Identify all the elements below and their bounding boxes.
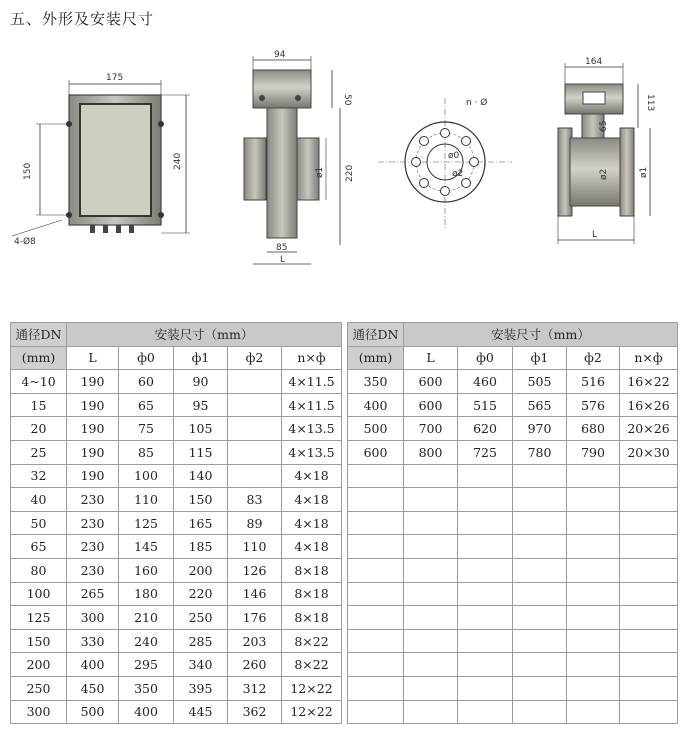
dn-cell	[348, 700, 404, 724]
table-row	[11, 700, 342, 724]
table-row	[11, 393, 342, 417]
table-row	[11, 535, 342, 559]
value-cell: 350	[119, 676, 174, 700]
value-cell	[404, 629, 458, 653]
value-cell: 725	[458, 440, 513, 464]
side-top-height-label: 50	[342, 94, 352, 106]
value-cell	[620, 488, 678, 512]
front-top-width-label: 164	[585, 57, 603, 67]
value-cell: 4×18	[282, 464, 342, 488]
value-cell	[513, 535, 567, 559]
value-cell	[228, 370, 282, 394]
value-cell	[228, 417, 282, 441]
value-cell: 516	[567, 370, 620, 394]
converter-inner-height-label: 150	[23, 162, 33, 180]
header-dn: 通径DN	[348, 323, 404, 347]
value-cell	[458, 535, 513, 559]
value-cell	[567, 629, 620, 653]
value-cell: 460	[458, 370, 513, 394]
value-cell: 16×22	[620, 370, 678, 394]
header-dn: 通径DN	[11, 323, 67, 347]
value-cell	[513, 511, 567, 535]
value-cell	[404, 558, 458, 582]
value-cell: 340	[174, 653, 228, 677]
table-row	[11, 582, 342, 606]
value-cell: 576	[567, 393, 620, 417]
value-cell	[567, 558, 620, 582]
value-cell: 260	[228, 653, 282, 677]
value-cell: 312	[228, 676, 282, 700]
value-cell	[513, 558, 567, 582]
table-row	[348, 464, 678, 488]
dn-cell: 150	[11, 629, 67, 653]
converter-width-label: 175	[106, 73, 124, 83]
value-cell: 515	[458, 393, 513, 417]
value-cell: 105	[174, 417, 228, 441]
value-cell: 12×22	[282, 676, 342, 700]
value-cell: 190	[67, 440, 119, 464]
value-cell: 4×11.5	[282, 370, 342, 394]
table-row	[348, 629, 678, 653]
dn-cell	[348, 558, 404, 582]
value-cell: 75	[119, 417, 174, 441]
value-cell: 395	[174, 676, 228, 700]
value-cell: 8×22	[282, 629, 342, 653]
dn-cell: 25	[11, 440, 67, 464]
table-row	[11, 558, 342, 582]
header-col: L	[67, 346, 119, 370]
dn-cell	[348, 535, 404, 559]
value-cell: 230	[67, 511, 119, 535]
value-cell	[620, 700, 678, 724]
converter-box-drawing	[12, 73, 190, 247]
front-flange-label: ø1	[639, 166, 649, 178]
value-cell: 230	[67, 535, 119, 559]
table-row	[11, 653, 342, 677]
value-cell: 500	[67, 700, 119, 724]
value-cell: 505	[513, 370, 567, 394]
value-cell: 190	[67, 417, 119, 441]
side-view-flange-left	[244, 138, 266, 200]
converter-outer-height-label: 240	[173, 152, 183, 170]
value-cell: 100	[119, 464, 174, 488]
value-cell	[567, 535, 620, 559]
value-cell	[404, 535, 458, 559]
value-cell	[404, 653, 458, 677]
flange-holes-label: n · Ø	[466, 98, 488, 108]
value-cell: 4×18	[282, 511, 342, 535]
value-cell	[458, 676, 513, 700]
side-top-width-label: 94	[274, 50, 286, 60]
table-row	[348, 440, 678, 464]
value-cell: 680	[567, 417, 620, 441]
value-cell: 176	[228, 606, 282, 630]
value-cell	[620, 558, 678, 582]
value-cell	[404, 700, 458, 724]
table-row	[11, 370, 342, 394]
value-cell: 83	[228, 488, 282, 512]
flange-face-drawing	[378, 97, 512, 228]
value-cell: 12×22	[282, 700, 342, 724]
value-cell	[228, 440, 282, 464]
value-cell: 190	[67, 464, 119, 488]
table-row	[348, 606, 678, 630]
dn-cell: 15	[11, 393, 67, 417]
header-col: ф0	[458, 346, 513, 370]
dn-cell	[348, 511, 404, 535]
value-cell: 200	[174, 558, 228, 582]
value-cell: 295	[119, 653, 174, 677]
side-height-label: 220	[345, 164, 355, 182]
table-row	[11, 464, 342, 488]
value-cell: 150	[174, 488, 228, 512]
dn-cell	[348, 629, 404, 653]
front-view-body	[570, 138, 622, 206]
value-cell: 780	[513, 440, 567, 464]
value-cell	[513, 464, 567, 488]
value-cell: 65	[119, 393, 174, 417]
value-cell: 790	[567, 440, 620, 464]
value-cell	[620, 582, 678, 606]
header-group: 安装尺寸（mm）	[67, 323, 342, 347]
value-cell: 4×11.5	[282, 393, 342, 417]
flange-inner-label: ø0	[448, 151, 460, 161]
value-cell: 4×18	[282, 488, 342, 512]
header-col: L	[404, 346, 458, 370]
side-view-drawing	[244, 50, 355, 265]
table-row	[348, 511, 678, 535]
header-col: ф0	[119, 346, 174, 370]
value-cell	[567, 464, 620, 488]
value-cell: 700	[404, 417, 458, 441]
table-row	[11, 511, 342, 535]
side-view-neck	[267, 108, 297, 238]
value-cell	[458, 488, 513, 512]
header-unit: (mm)	[348, 346, 404, 370]
value-cell: 180	[119, 582, 174, 606]
value-cell: 8×18	[282, 606, 342, 630]
value-cell	[513, 488, 567, 512]
value-cell: 400	[119, 700, 174, 724]
value-cell: 565	[513, 393, 567, 417]
value-cell	[404, 676, 458, 700]
table-row	[348, 535, 678, 559]
value-cell	[458, 629, 513, 653]
value-cell	[620, 606, 678, 630]
table-body-left	[11, 370, 342, 724]
value-cell: 230	[67, 558, 119, 582]
header-unit: (mm)	[11, 346, 67, 370]
value-cell: 220	[174, 582, 228, 606]
value-cell: 330	[67, 629, 119, 653]
value-cell	[458, 582, 513, 606]
table-row	[348, 488, 678, 512]
value-cell	[228, 393, 282, 417]
value-cell: 400	[67, 653, 119, 677]
value-cell	[404, 488, 458, 512]
value-cell: 800	[404, 440, 458, 464]
table-row	[348, 558, 678, 582]
table-row	[11, 676, 342, 700]
value-cell	[458, 464, 513, 488]
value-cell: 20×30	[620, 440, 678, 464]
dn-cell: 350	[348, 370, 404, 394]
value-cell: 16×26	[620, 393, 678, 417]
value-cell: 4×13.5	[282, 440, 342, 464]
table-row	[348, 393, 678, 417]
header-col: n×ф	[282, 346, 342, 370]
value-cell: 110	[228, 535, 282, 559]
flange-outer-label: ø2	[452, 169, 464, 179]
front-view-drawing	[558, 57, 655, 244]
dn-cell: 300	[11, 700, 67, 724]
header-col: ф1	[174, 346, 228, 370]
value-cell	[228, 464, 282, 488]
value-cell: 450	[67, 676, 119, 700]
value-cell	[567, 511, 620, 535]
value-cell: 115	[174, 440, 228, 464]
value-cell: 600	[404, 370, 458, 394]
value-cell	[458, 700, 513, 724]
dn-cell: 100	[11, 582, 67, 606]
dn-cell: 20	[11, 417, 67, 441]
dn-cell: 400	[348, 393, 404, 417]
front-neck-label: 65	[599, 120, 609, 132]
side-length-label: L	[280, 255, 286, 265]
table-row	[348, 676, 678, 700]
value-cell	[620, 511, 678, 535]
table-row	[11, 606, 342, 630]
value-cell: 125	[119, 511, 174, 535]
value-cell	[513, 653, 567, 677]
value-cell: 4×18	[282, 535, 342, 559]
section-title: 五、外形及安装尺寸	[10, 10, 155, 28]
front-view-flange-right	[620, 128, 634, 216]
value-cell	[567, 582, 620, 606]
value-cell: 95	[174, 393, 228, 417]
value-cell	[620, 653, 678, 677]
value-cell: 145	[119, 535, 174, 559]
table-row	[348, 653, 678, 677]
front-body-label: ø2	[599, 168, 609, 180]
value-cell: 90	[174, 370, 228, 394]
table-row	[348, 417, 678, 441]
value-cell: 4×13.5	[282, 417, 342, 441]
value-cell: 285	[174, 629, 228, 653]
value-cell: 146	[228, 582, 282, 606]
value-cell: 165	[174, 511, 228, 535]
table-row	[348, 370, 678, 394]
value-cell: 970	[513, 417, 567, 441]
dn-cell	[348, 488, 404, 512]
value-cell: 20×26	[620, 417, 678, 441]
value-cell: 89	[228, 511, 282, 535]
value-cell: 265	[67, 582, 119, 606]
value-cell	[567, 606, 620, 630]
value-cell	[513, 700, 567, 724]
dn-cell	[348, 676, 404, 700]
value-cell: 445	[174, 700, 228, 724]
value-cell	[567, 700, 620, 724]
dn-cell: 200	[11, 653, 67, 677]
drawings-svg	[0, 40, 690, 300]
value-cell	[567, 676, 620, 700]
dn-cell: 600	[348, 440, 404, 464]
value-cell	[458, 558, 513, 582]
value-cell: 8×22	[282, 653, 342, 677]
header-col: ф1	[513, 346, 567, 370]
value-cell	[404, 511, 458, 535]
value-cell	[620, 535, 678, 559]
value-cell	[620, 676, 678, 700]
value-cell	[620, 629, 678, 653]
table-row	[11, 488, 342, 512]
value-cell: 140	[174, 464, 228, 488]
table-body-right	[348, 370, 678, 724]
value-cell	[567, 653, 620, 677]
value-cell: 190	[67, 393, 119, 417]
side-flange-label: ø1	[315, 166, 325, 178]
header-col: ф2	[228, 346, 282, 370]
table-row	[348, 700, 678, 724]
value-cell: 126	[228, 558, 282, 582]
dn-cell: 32	[11, 464, 67, 488]
value-cell	[404, 582, 458, 606]
value-cell	[404, 606, 458, 630]
dn-cell	[348, 582, 404, 606]
value-cell: 190	[67, 370, 119, 394]
table-row	[11, 417, 342, 441]
dn-cell: 4~10	[11, 370, 67, 394]
dn-cell: 40	[11, 488, 67, 512]
value-cell: 203	[228, 629, 282, 653]
value-cell: 230	[67, 488, 119, 512]
converter-bolt-label: 4-Ø8	[14, 237, 36, 247]
value-cell: 110	[119, 488, 174, 512]
side-bottom-label: 85	[276, 243, 288, 253]
header-col: ф2	[567, 346, 620, 370]
value-cell	[620, 464, 678, 488]
converter-box-window	[80, 104, 151, 216]
value-cell: 240	[119, 629, 174, 653]
dn-cell: 500	[348, 417, 404, 441]
value-cell	[458, 606, 513, 630]
value-cell: 185	[174, 535, 228, 559]
dn-cell: 125	[11, 606, 67, 630]
dn-cell	[348, 606, 404, 630]
value-cell: 250	[174, 606, 228, 630]
table-row	[348, 582, 678, 606]
dimension-drawings	[0, 40, 690, 300]
dn-cell	[348, 653, 404, 677]
dimensions-table-right	[347, 322, 678, 724]
table-row	[11, 440, 342, 464]
dn-cell: 65	[11, 535, 67, 559]
value-cell	[513, 606, 567, 630]
value-cell: 210	[119, 606, 174, 630]
table-row	[11, 629, 342, 653]
side-view-head	[253, 70, 311, 108]
front-length-label: L	[592, 230, 598, 240]
dimensions-table-left	[10, 322, 342, 724]
value-cell	[513, 676, 567, 700]
value-cell	[567, 488, 620, 512]
bolt-icon	[158, 121, 164, 127]
value-cell	[513, 582, 567, 606]
value-cell: 600	[404, 393, 458, 417]
dn-cell: 50	[11, 511, 67, 535]
value-cell: 160	[119, 558, 174, 582]
dn-cell: 250	[11, 676, 67, 700]
dn-cell	[348, 464, 404, 488]
header-group: 安装尺寸（mm）	[404, 323, 678, 347]
value-cell: 8×18	[282, 582, 342, 606]
value-cell	[513, 629, 567, 653]
value-cell: 362	[228, 700, 282, 724]
value-cell: 300	[67, 606, 119, 630]
value-cell: 620	[458, 417, 513, 441]
value-cell: 8×18	[282, 558, 342, 582]
bolt-icon	[158, 212, 164, 218]
front-top-height-label: 113	[645, 94, 655, 112]
value-cell	[404, 464, 458, 488]
value-cell	[458, 511, 513, 535]
value-cell	[458, 653, 513, 677]
value-cell: 60	[119, 370, 174, 394]
value-cell: 85	[119, 440, 174, 464]
header-col: n×ф	[620, 346, 678, 370]
dn-cell: 80	[11, 558, 67, 582]
